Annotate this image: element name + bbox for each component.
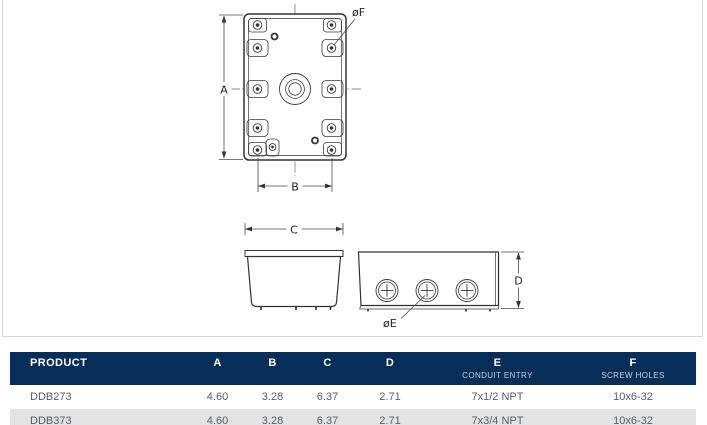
dimension-d: [501, 252, 526, 309]
dim-b-label: B: [291, 180, 299, 194]
side-view-drawing: [359, 252, 526, 330]
col-header-a: [190, 352, 245, 385]
col-header-d: [355, 352, 425, 385]
col-label: C: [323, 357, 332, 369]
cell-product: DDB373: [30, 415, 72, 425]
dimension-c: [245, 222, 343, 237]
dia-f-label: øF: [352, 6, 366, 19]
col-sublabel: SCREW HOLES: [601, 371, 665, 380]
table-row: [10, 409, 696, 425]
cell-b: 3.28: [261, 415, 284, 425]
dimension-a: [217, 15, 244, 160]
spec-table: [10, 352, 696, 425]
col-label: D: [385, 357, 395, 369]
col-header-e: [425, 352, 570, 385]
cell-b: 3.28: [261, 391, 284, 403]
cell-c: 6.37: [316, 415, 339, 425]
dim-d-label: D: [514, 274, 523, 288]
cell-a: 4.60: [206, 415, 229, 425]
table-row: [10, 385, 696, 409]
cell-d: 2.71: [379, 391, 401, 403]
col-header-b: [245, 352, 300, 385]
cell-product: DDB273: [30, 391, 72, 403]
dim-a-label: A: [220, 83, 228, 97]
cell-e: 7x1/2 NPT: [471, 391, 524, 403]
front-view-drawing: [245, 222, 343, 310]
col-label: B: [268, 357, 277, 369]
col-label: A: [213, 357, 222, 369]
col-header-f: [570, 352, 696, 385]
col-sublabel: CONDUIT ENTRY: [462, 371, 533, 380]
cell-c: 6.37: [316, 391, 339, 403]
cell-f: 10x6-32: [613, 415, 653, 425]
top-view-drawing: [217, 4, 366, 194]
cell-f: 10x6-32: [613, 391, 653, 403]
cell-a: 4.60: [206, 391, 229, 403]
dia-e-label: øE: [383, 317, 397, 330]
col-label: E: [493, 357, 502, 369]
table-header: [10, 352, 696, 385]
col-label: PRODUCT: [30, 357, 88, 369]
col-header-product: [10, 352, 190, 385]
col-header-c: [300, 352, 355, 385]
dim-c-label: C: [290, 223, 298, 237]
side-feet: [368, 309, 490, 312]
cell-d: 2.71: [379, 415, 401, 425]
cell-e: 7x3/4 NPT: [471, 415, 524, 425]
col-label: F: [629, 357, 637, 369]
